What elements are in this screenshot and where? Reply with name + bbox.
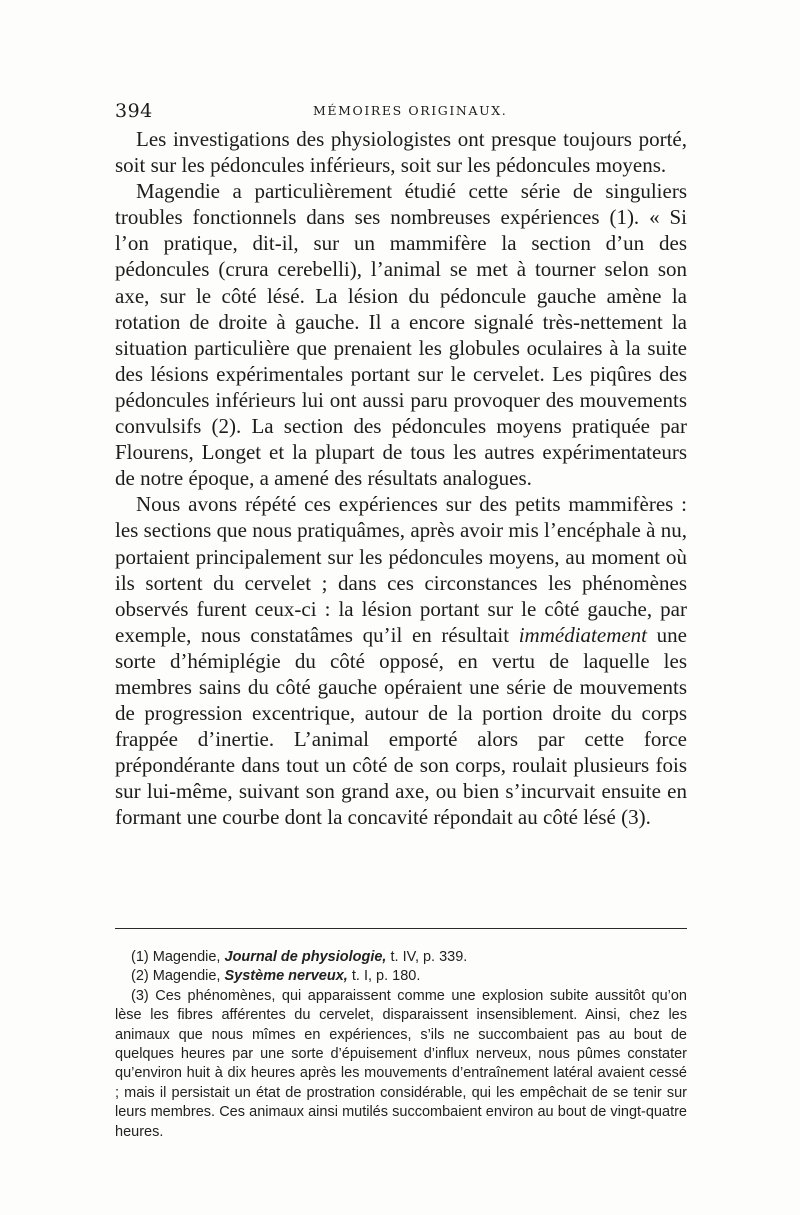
paragraph-3 — [115, 491, 687, 830]
main-text — [115, 126, 687, 831]
footnote-1-ref: t. IV, p. 339. — [390, 949, 468, 965]
footnote-1-title: Journal de physiologie, — [224, 949, 387, 965]
footnote-2 — [115, 967, 687, 986]
page-header — [115, 100, 687, 124]
paragraph-1: Les investigations des physiologistes ont presque toujours porté, soit sur les pédoncules inférieurs, soit sur les pédoncules moyens. — [115, 127, 687, 178]
running-title: MÉMOIRES ORIGINAUX. — [313, 103, 508, 118]
footnote-3: (3) Ces phénomènes, qui apparaissent comme une explosion subite aussitôt qu’on lèse les fibres afférentes du cervelet, disparaissent insensiblement. Ainsi, chez les animaux que nous mîmes en expériences, s’ils ne succombaient pas au bout de quelques heures par une sorte d’épuisement d’influx nerveux, nous pûmes constater qu’environ huit à dix heures après les mouvements d’entraînement latéral avaient cessé ; mais il persistait un état de prostration considérable, qui les empêchait de se tenir sur leurs membres. Ces animaux ainsi mutilés succombaient environ au bout de vingt-quatre heures. — [115, 987, 687, 1140]
paragraph-3-end: une sorte d’hémiplégie du côté opposé, en vertu de laquelle les membres sains du côté gauche opéraient une série de mouvements de progression excentrique, autour de la portion droite du corps frappée d’inertie. L’animal emporté alors par cette force prépondérante dans tout un côté de son corps, roulait plusieurs fois sur lui-même, suivant son grand axe, ou bien s’incurvait ensuite en formant une courbe dont la concavité répondait au côté lésé (3). — [115, 622, 687, 830]
paragraph-3-start: Nous avons répété ces expériences sur des petits mammifères : les sections que nous pratiquâmes, après avoir mis l’encéphale à nu, portaient principalement sur les pédoncules moyens, au moment où ils sortent du cervelet ; dans ces circonstances les phénomènes observés furent ceux-ci : la lésion portant sur le côté gauche, par exemple, nous constatâmes qu’il en résultait — [115, 492, 687, 647]
footnote-2-ref: t. I, p. 180. — [351, 968, 421, 985]
emphasis-immediatement: immédiatement — [518, 622, 648, 647]
footnote-2-author: (2) Magendie, — [131, 968, 221, 985]
paragraph-2: Magendie a particulièrement étudié cette série de singuliers troubles fonctionnels dans ses nombreuses expériences (1). « Si l’on pratique, dit-il, sur un mammifère la section d’un des pédoncules (crura cerebelli), l’animal se met à tourner selon son axe, sur le côté lésé. La lésion du pédoncule gauche amène la rotation de droite à gauche. Il a encore signalé très-nettement la situation particulière que prenaient les globules oculaires à la suite des lésions expérimentales portant sur le cervelet. Les piqûres des pédoncules inférieurs lui ont aussi paru provoquer des mouvements convulsifs (2). La section des pédoncules moyens pratiquée par Flourens, Longet et la plupart de tous les autres expérimentateurs de notre époque, a amené des résultats analogues. — [115, 179, 687, 491]
footnote-2-title: Système nerveux, — [224, 968, 348, 985]
footnote-1 — [115, 948, 687, 967]
page-number: 394 — [115, 100, 153, 122]
footnote-1-author: (1) Magendie, — [131, 949, 221, 965]
footnote-divider — [115, 928, 687, 929]
footnotes — [115, 948, 687, 1142]
